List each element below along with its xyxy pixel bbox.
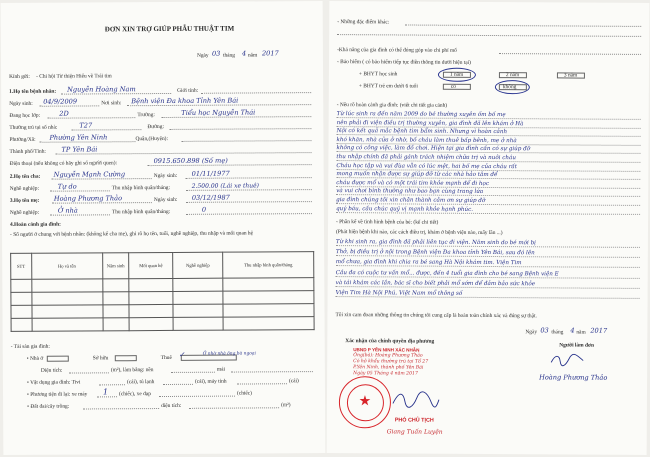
form-page-left <box>1 1 326 455</box>
seal-star-icon: ★ <box>358 394 372 410</box>
handwritten-line: thu nhập chính đã phải gánh trách nhiệm chữa trị và nuôi cháu <box>336 154 516 162</box>
handwritten-line: Thở, bị điều trị ở nội trong Bệnh viện Đa khoa tỉnh Yên Bái, sau đó lên <box>335 249 535 257</box>
bhyt-student: + BHYT học sinh <box>358 71 398 78</box>
col-year: Năm sinh <box>102 253 129 279</box>
household-table <box>10 251 314 332</box>
street-label: Đường: <box>147 123 164 131</box>
ward-line <box>39 141 135 143</box>
roof-label: mái <box>216 366 225 373</box>
assets-unit: (cái) <box>288 378 299 385</box>
bhyt-under6: + BHYT trẻ em dưới 6 tuổi <box>358 83 418 90</box>
own-label: Sở hữu <box>92 355 109 362</box>
insurance-label: - Bảo hiểm ( có bảo hiểm tiếp tục điền thông tin dưới hiện tại) <box>336 59 471 66</box>
father-dob-line <box>186 177 312 179</box>
opt-yes-box <box>443 84 471 90</box>
grade-label: Đang học lớp: <box>9 112 41 119</box>
handwritten-line: quý báu, cầu chúc quý vị mạnh khỏe hạnh phúc. <box>336 205 474 213</box>
authority-label: Xác nhận của chính quyền địa phương <box>345 338 435 345</box>
street-line <box>169 128 311 130</box>
city-label: Thành phố/Tỉnh: <box>9 148 46 155</box>
sign-day: 03 <box>540 326 549 335</box>
school-label: Trường: <box>137 112 155 119</box>
recipient-label: Kính gửi: <box>9 73 30 80</box>
gender-label: Giới tính: <box>177 87 199 94</box>
stamp-line-3: Có hộ khẩu thường trú tại Tổ 27 <box>353 359 429 365</box>
handwritten-line: Từ lúc sinh ra đến năm 2009 do bé thường xuyên ốm bố mẹ <box>336 111 506 119</box>
opt-3year: 3 năm <box>563 72 578 79</box>
city-line <box>56 152 312 155</box>
date-year: 2017 <box>261 49 279 58</box>
city-value: TP Yên Bái <box>61 145 98 154</box>
form-title: ĐƠN XIN TRỢ GIÚP PHẪU THUẬT TIM <box>104 24 235 34</box>
land-line <box>83 408 159 409</box>
handwritten-line: không có công việc, làm đồ chơi. Hiện tại gia đình cần có sự giúp đỡ <box>336 145 531 153</box>
date-day: 03 <box>211 49 221 58</box>
own-house-box <box>47 356 69 362</box>
pc-line <box>237 383 287 384</box>
father-name: Nguyễn Mạnh Cường <box>53 170 126 179</box>
mother-dob-line <box>186 201 312 203</box>
house-line <box>71 129 141 130</box>
fridge-line <box>163 384 193 385</box>
handwritten-line: và tái khám các lần, bác sĩ cho biết phải mổ sớm để đảm bảo sức khỏe <box>335 279 536 288</box>
household-table-header <box>11 252 314 280</box>
handwritten-line: Viện Tim Hà Nội Phú, Việt Nam mổ thông số <box>335 290 463 297</box>
date-year-label: năm <box>247 52 258 59</box>
handwritten-line: và vui chơi bình thường như bao bạn cùng trang lứa <box>336 188 484 196</box>
father-dob-label: Ngày sinh: <box>153 172 178 180</box>
transport-label: • Phương tiện đi lại: xe máy <box>26 391 88 398</box>
other-line-2 <box>337 34 641 37</box>
assets-label: - Tài sản gia đình: <box>10 343 50 350</box>
table-row <box>11 317 314 332</box>
mother-name: Hoàng Phương Thảo <box>53 194 123 203</box>
sign-year-label: năm <box>576 329 586 336</box>
progress-hint: (Phát hiện bệnh khi nào, các cách điều trị, khám ở bệnh viện nào, mấy lần ...) <box>335 229 503 237</box>
rent-label: Thuê <box>160 354 172 362</box>
birthplace-label: Nơi sinh: <box>101 100 122 107</box>
family-heading: 4.Hoàn cảnh gia đình: <box>9 221 61 228</box>
residence-label: Thường trú tại số nhà: <box>9 124 58 131</box>
date-prefix: Ngày <box>196 52 209 59</box>
mother-heading: 3.Họ tên mẹ: <box>9 197 40 204</box>
other-line <box>405 24 641 26</box>
col-job: Nghề nghiệp <box>173 252 223 278</box>
ward-label: Phường/Xã: <box>9 136 36 143</box>
sign-month-label: tháng <box>551 329 564 336</box>
reason-label: - Nêu rõ hoàn cảnh gia đình: (viết chi tiết gia cảnh) <box>336 102 448 109</box>
district-label: Quận,(Huyện): <box>135 135 168 143</box>
assets-cont: (cái), tủ lạnh <box>126 379 155 386</box>
phone-line <box>148 164 312 166</box>
mother-dob-label: Ngày sinh: <box>153 196 178 204</box>
handwritten-line: mong muốn nhận được sự giúp đỡ từ các nhà hảo tâm để <box>336 171 498 179</box>
father-name-line <box>52 178 152 180</box>
area-unit: (m²), làm bằng: nền <box>110 367 154 374</box>
ward-value: Phường Yên Ninh <box>49 133 108 142</box>
applicant-label: Người làm đơn <box>559 342 594 349</box>
father-job-line <box>50 190 110 191</box>
roof-line <box>231 371 313 373</box>
father-job-label: Nghề nghiệp: <box>9 185 39 192</box>
mother-job: Ở nhà <box>57 206 78 215</box>
opt-1year: 1 năm <box>449 71 464 78</box>
progress-label: - Phần kể về tình hình bệnh của bé: (kể chi tiết) <box>336 219 439 226</box>
father-income-line <box>186 189 312 191</box>
dob-label: Ngày sinh: <box>9 100 33 107</box>
handwritten-line: Từ khi sinh ra, gia đình đã phải liên tục đi viện. Năm sinh do bé mới bị <box>335 239 536 247</box>
transport-cont: (chiếc), xe đạp <box>118 391 151 398</box>
dob-line <box>39 105 99 106</box>
birthplace-line <box>127 104 311 106</box>
patient-name-line <box>61 93 171 95</box>
rent-check-icon: ✓ <box>178 350 185 359</box>
opt-1year-circle <box>438 68 476 82</box>
gender-line <box>201 92 311 94</box>
land-area-line <box>189 407 279 409</box>
phone-value: 0915.650.898 (Số mẹ) <box>153 156 228 166</box>
applicant-name: Hoàng Phương Thảo <box>539 373 608 382</box>
grade-value: 2D <box>59 109 69 118</box>
other-label: - Những đặc điểm khác: <box>337 19 390 26</box>
household-note: - Số người ở chung với bệnh nhân: (không kể cha mẹ), ghi rõ họ tên, tuổi, nghề nghiệp, thu nhập và mối quan hệ <box>10 230 253 238</box>
own-box <box>115 355 137 361</box>
mother-income-line <box>186 213 312 215</box>
handwritten-line: Cháu học tập và vui đùa vẫn có lúc mệt, hai bố mẹ của cháu rất <box>336 162 518 170</box>
commit-text: Tôi xin cam đoan những thông tin chúng tôi cung cấp là hoàn toàn chính xác và đúng sự thật. <box>335 312 537 320</box>
stamp-line-2: Ông(bà): Hoàng Phương Thảo <box>353 353 423 359</box>
own-house-label: • Nhà ở <box>26 355 44 362</box>
mother-income-label: Thu nhập bình quân/tháng: <box>111 208 171 216</box>
father-income: 2.500.00 (Lái xe thuê) <box>191 182 260 190</box>
sign-year: 2017 <box>590 326 608 335</box>
assets-cont2: (cái), máy tính <box>194 378 227 385</box>
patient-name: Nguyễn Hoàng Nam <box>67 85 136 94</box>
handwritten-line: mổ chưa, gia đình khi chia ra bé sang Hà Nội khám tim. Viện Tim <box>335 259 522 267</box>
patient-heading: 1.Họ tên bệnh nhân: <box>9 88 57 95</box>
handwritten-line: cháu được mổ và có một trái tim khỏe mạnh để đi học <box>336 179 490 187</box>
transport-unit: (chiếc) <box>236 390 252 397</box>
mother-job-line <box>50 214 110 215</box>
father-income-label: Thu nhập bình quân/tháng: <box>111 184 171 192</box>
motorbike-line <box>97 396 117 397</box>
date-month: 4 <box>241 49 247 58</box>
handwritten-line: gia đình chúng tôi xin chân thành cảm ơn sự giúp đỡ <box>336 197 486 204</box>
handwritten-line: Nội có kết quả mắc bệnh tim bẩm sinh. Nhưng vì hoàn cảnh <box>336 128 508 136</box>
land-label: • Đất đai/cây trồng: <box>27 403 70 410</box>
chairman-signature <box>391 389 441 409</box>
father-dob: 01/11/1977 <box>191 169 230 178</box>
dob-value: 04/9/2009 <box>43 97 78 106</box>
school-line <box>161 116 311 118</box>
phone-label: Điện thoại (nếu không có hãy ghi số người quen): <box>9 160 118 167</box>
area-label: Diện tích: <box>40 367 63 374</box>
support-line <box>499 53 641 55</box>
form-page-right <box>327 1 650 455</box>
father-job: Tự do <box>57 182 77 191</box>
col-relation: Mối quan hệ <box>129 252 173 278</box>
handwritten-line: nên phải đi viện điều trị thường xuyên, gia đình đã lên khám ở Hà <box>336 119 524 127</box>
motorbike-count: 1 <box>102 387 109 397</box>
date-month-label: tháng <box>222 52 235 59</box>
chairman-title: PHÓ CHỦ TỊCH <box>394 417 434 424</box>
sign-month: 4 <box>570 326 575 335</box>
opt-2year: 2 năm <box>505 72 520 79</box>
col-name: Họ và tên <box>31 253 102 279</box>
mother-income: 0 <box>201 205 207 214</box>
col-income: Thu nhập bình quân/tháng <box>223 252 314 279</box>
applicant-signature <box>549 352 585 368</box>
house-number: T27 <box>79 121 93 130</box>
stamp-line-4: P.Yên Ninh, thành phố Yên Bái <box>353 365 424 371</box>
floor-line <box>171 372 215 373</box>
stamp-line-1: UBND P YÊN NINH XÁC NHẬN <box>353 347 420 353</box>
col-stt: STT <box>11 253 32 279</box>
assets-line: • Vật dụng gia đình: Tivi <box>26 379 81 386</box>
handwritten-line: khó khăn, nhà cửa ở nhờ, bố cháu làm thuê bấp bênh, mẹ ở nhà <box>336 136 517 144</box>
opt-no: không <box>502 84 517 91</box>
support-label: -Khả năng của gia đình có thể đóng góp vào chi phí mổ <box>337 47 457 54</box>
bicycle-line <box>159 396 235 397</box>
recipient: - Chi hội Từ thiện Hiểu về Trái tim <box>36 73 112 80</box>
tv-line <box>99 384 125 385</box>
mother-job-label: Nghề nghiệp: <box>9 209 40 216</box>
land-unit: (m²) <box>281 402 291 409</box>
mother-name-line <box>52 202 152 204</box>
grade-line <box>47 117 135 119</box>
official-seal <box>339 376 391 428</box>
birthplace-value: Bệnh viện Đa khoa Tỉnh Yên Bái <box>131 96 239 106</box>
opt-yes: có <box>450 83 456 90</box>
rent-note: Ở nhờ nhà ông bà ngoại <box>202 351 256 357</box>
sign-date-prefix: Ngày <box>525 329 538 336</box>
handwritten-line: Cầu đa có cuộc tư vấn mổ... được, đến 4 tuổi gia đình cho bé sang Bệnh viện E <box>335 269 559 278</box>
chairman-name: Giang Tuấn Luyện <box>386 428 443 436</box>
area-line <box>69 372 109 373</box>
father-heading: 2.Họ tên cha: <box>9 173 41 180</box>
stamp-line-5: Ngày 05 Tháng 4 năm 2017 <box>353 371 418 377</box>
school-value: Tiểu học Nguyễn Thái <box>181 108 256 117</box>
opt-no-circle <box>495 80 530 94</box>
mother-dob: 03/12/1987 <box>191 193 230 202</box>
district-line <box>181 140 311 142</box>
land-cont: diện tích: <box>161 402 182 410</box>
